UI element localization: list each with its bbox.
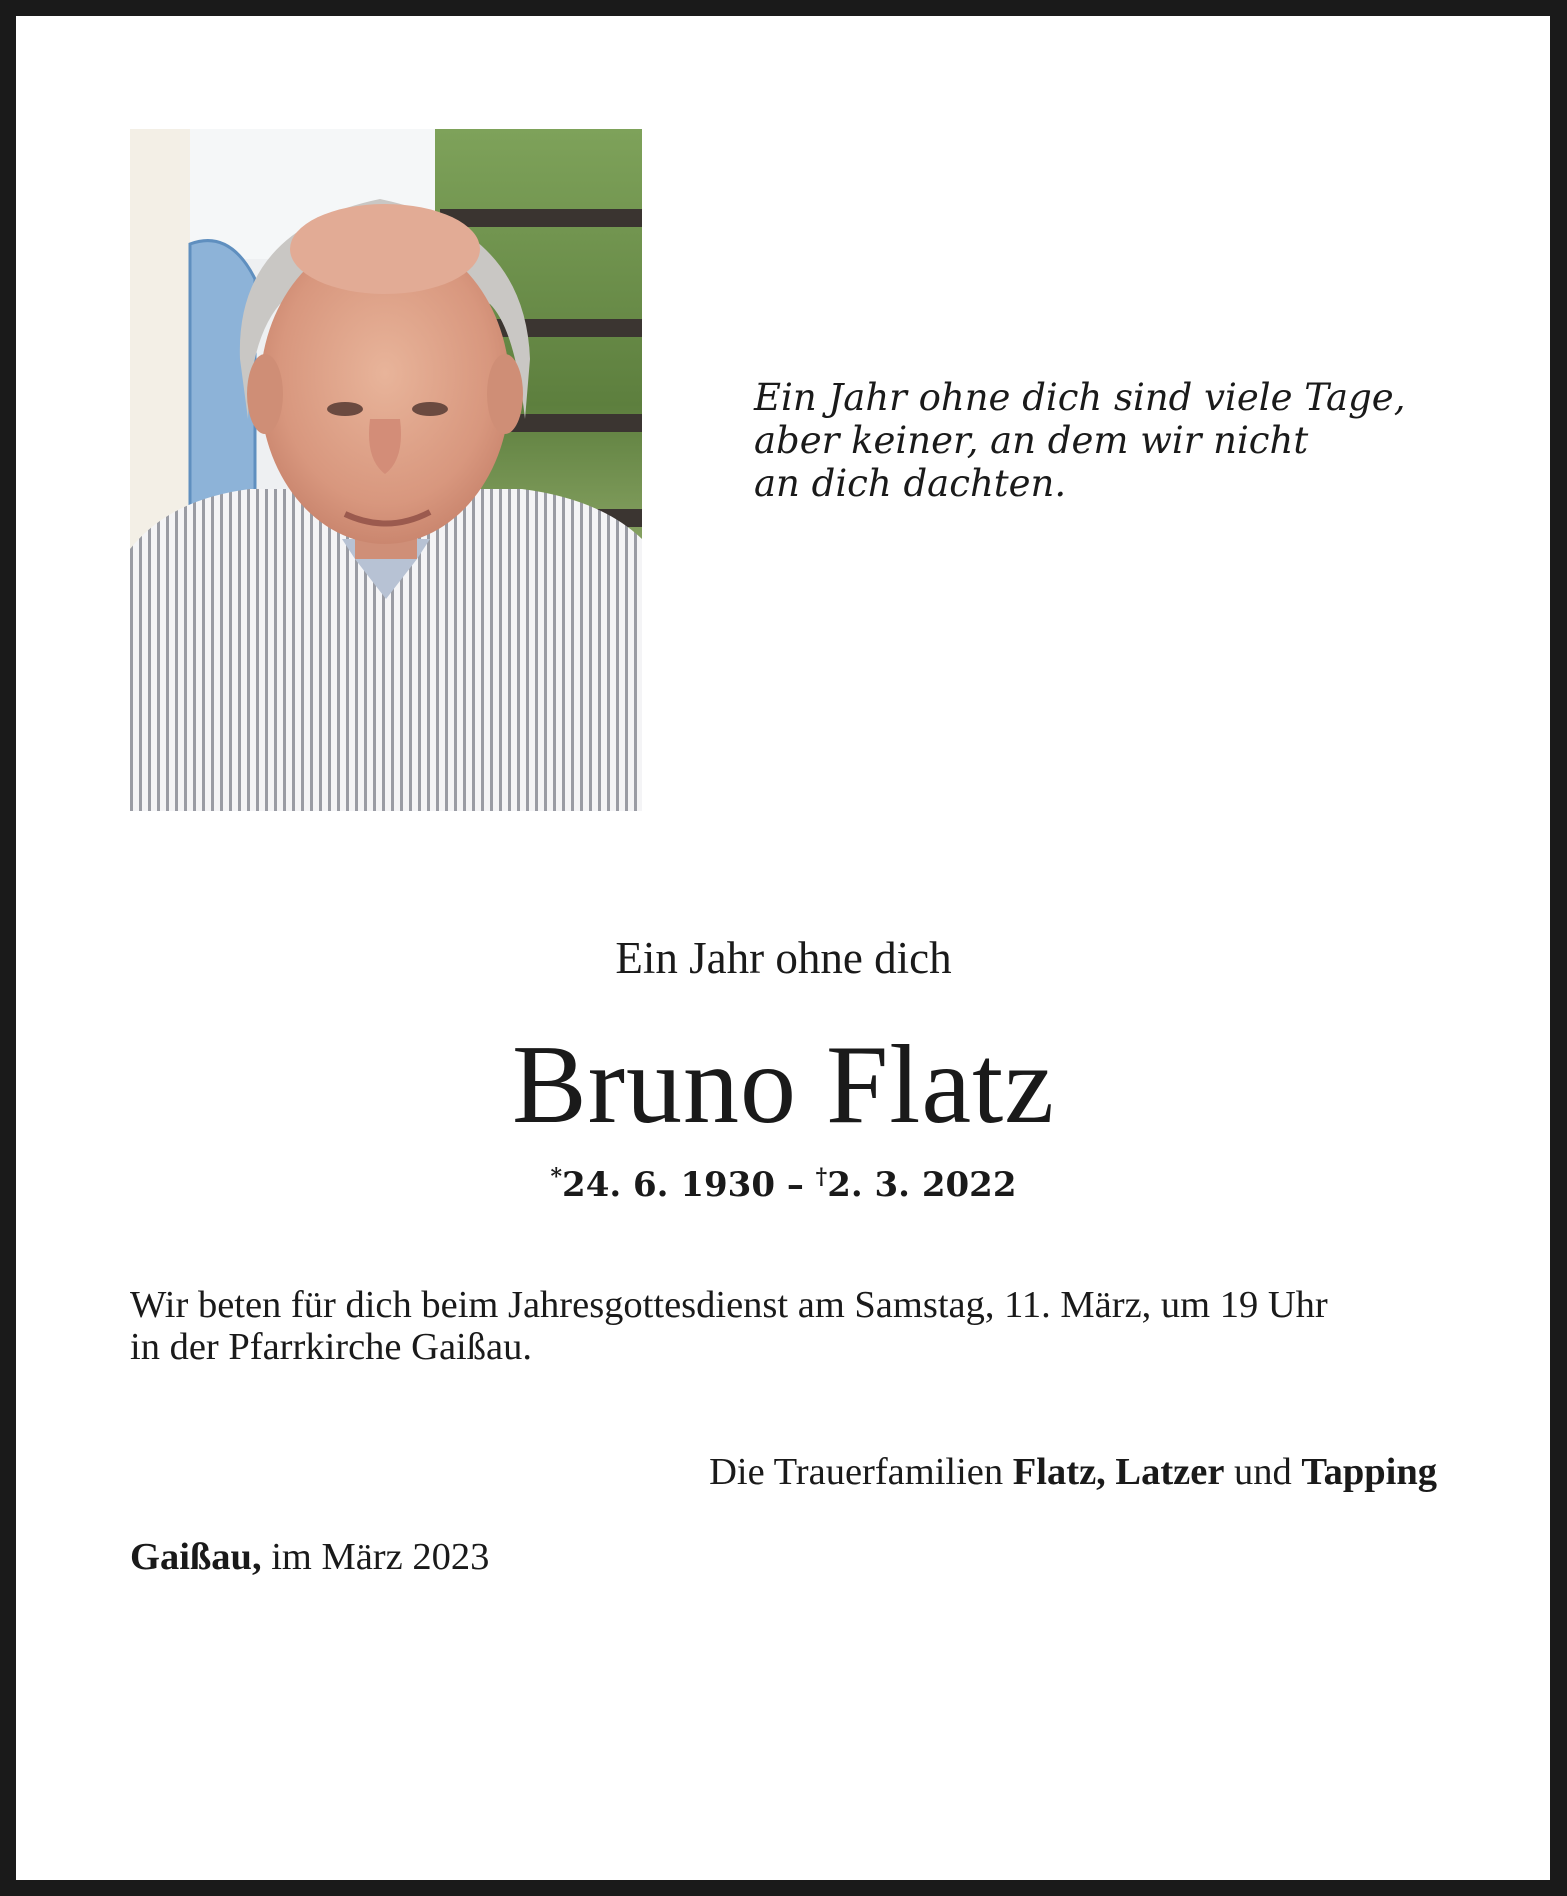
families-prefix: Die Trauerfamilien [709, 1451, 1013, 1493]
mourning-families [709, 1448, 1437, 1496]
service-announcement [130, 1284, 1440, 1368]
quote-line: aber keiner, an dem wir nicht [754, 419, 1309, 462]
portrait-photo [130, 129, 642, 811]
family-names: Flatz, Latzer [1012, 1451, 1225, 1493]
life-dates [0, 1155, 1567, 1207]
date-separator: – [774, 1165, 816, 1205]
death-date: 2. 3. 2022 [827, 1165, 1017, 1205]
birth-symbol: * [550, 1164, 563, 1190]
quote-line: an dich dachten. [754, 462, 1067, 505]
place-date: im März 2023 [261, 1536, 490, 1578]
anniversary-subtitle: Ein Jahr ohne dich [615, 933, 952, 983]
death-symbol: † [815, 1164, 828, 1190]
announcement-line: Wir beten für dich beim Jahresgottesdienst am Samstag, 11. März, um 19 Uhr [130, 1284, 1328, 1326]
families-conjunction: und [1224, 1451, 1302, 1493]
place-and-date [130, 1533, 489, 1581]
quote-line: Ein Jahr ohne dich sind viele Tage, [754, 376, 1406, 419]
birth-date: 24. 6. 1930 [562, 1165, 775, 1205]
announcement-line: in der Pfarrkirche Gaißau. [130, 1326, 532, 1368]
place-location: Gaißau, [130, 1536, 262, 1578]
deceased-name: Bruno Flatz [512, 1023, 1055, 1147]
quote [754, 376, 1406, 505]
family-name-last: Tapping [1301, 1451, 1437, 1493]
